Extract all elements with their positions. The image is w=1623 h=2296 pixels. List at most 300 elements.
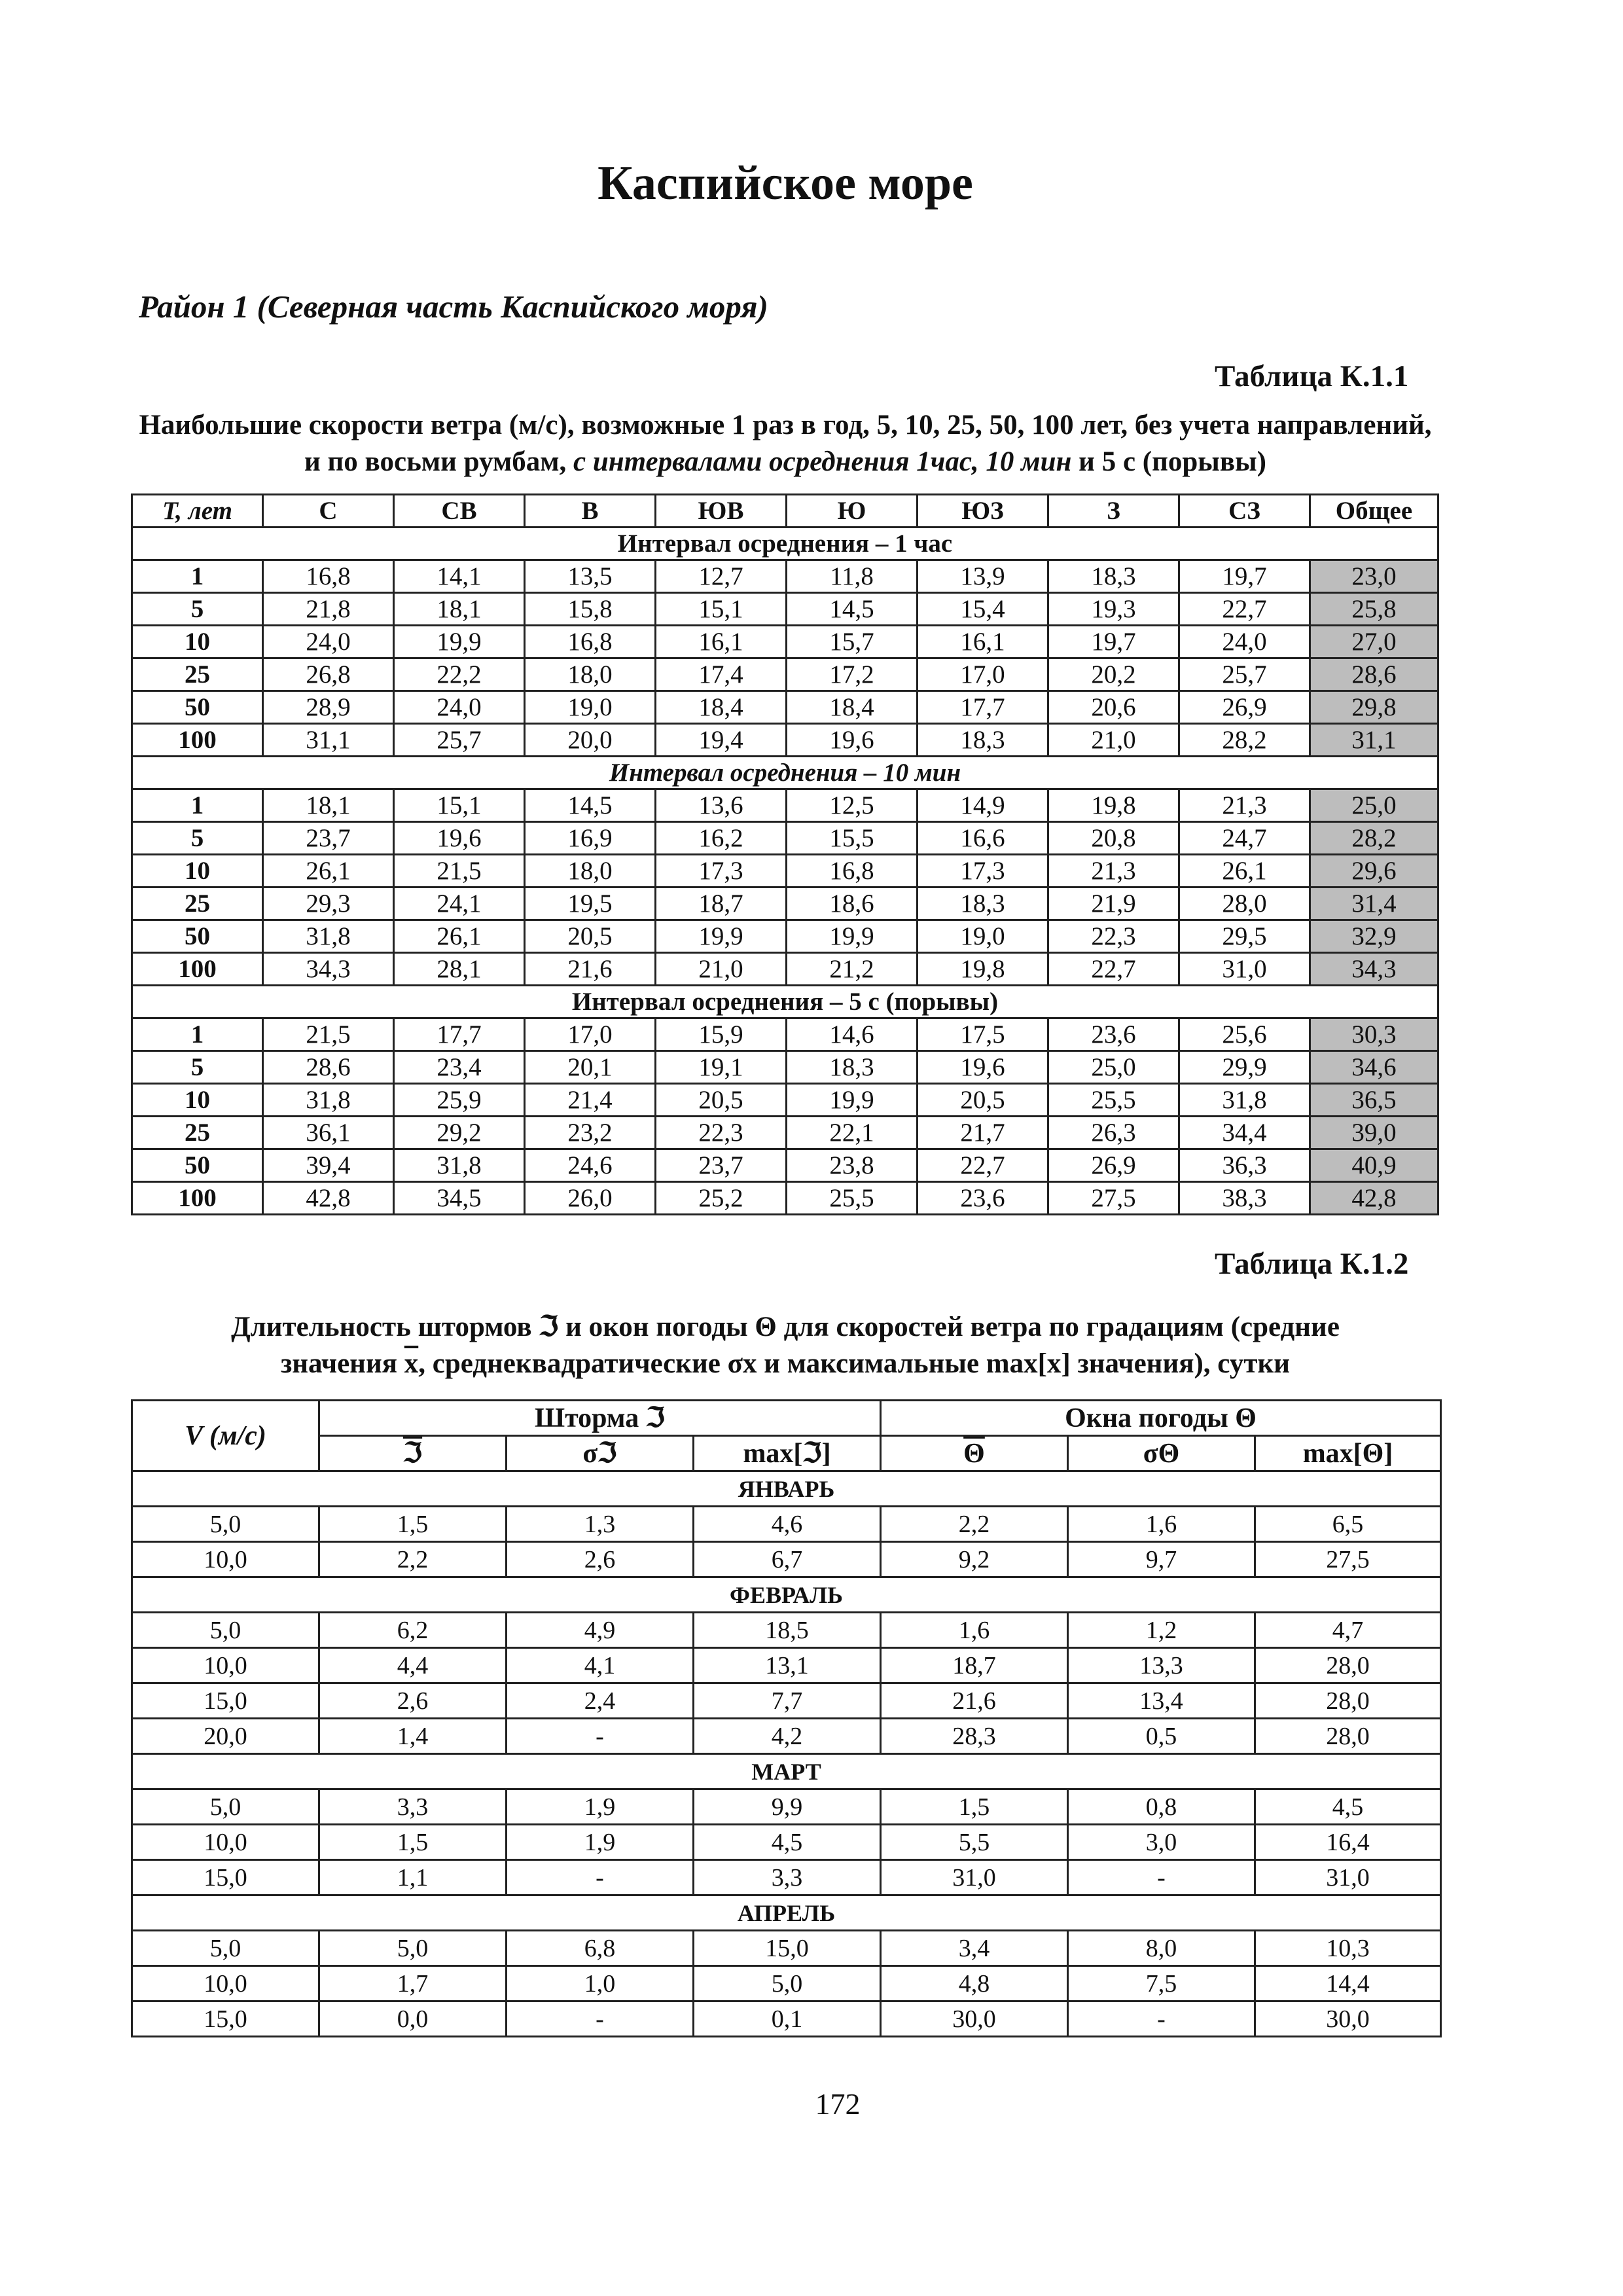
- t1-header-cell: З: [1048, 495, 1179, 528]
- t1-value-cell: 19,0: [918, 920, 1048, 953]
- t1-value-cell: 15,4: [918, 593, 1048, 626]
- t1-value-cell: 34,4: [1179, 1117, 1310, 1149]
- t1-value-cell: 29,9: [1179, 1051, 1310, 1084]
- table-row: [132, 920, 1438, 953]
- table-row: [132, 691, 1438, 724]
- t1-header-row: [132, 495, 1438, 528]
- t1-value-cell: 34,3: [1310, 953, 1438, 986]
- t1-value-cell: 28,2: [1310, 822, 1438, 855]
- t1-value-cell: 34,3: [263, 953, 394, 986]
- region-heading: Район 1 (Северная часть Каспийского моря): [139, 289, 768, 325]
- t1-value-cell: 19,1: [656, 1051, 787, 1084]
- t2-speed-cell: 10,0: [132, 1966, 319, 2001]
- t1-value-cell: 17,5: [918, 1018, 1048, 1051]
- t2-value-cell: 15,0: [694, 1931, 881, 1966]
- t2-value-cell: 1,1: [319, 1860, 507, 1895]
- t1-value-cell: 12,5: [787, 789, 918, 822]
- table-row: [132, 724, 1438, 757]
- table-row: [132, 888, 1438, 920]
- table1-caption-part1: Наибольшие скорости ветра (м/с), возможные 1 раз в год, 5, 10, 25, 50, 100 лет, без учета направлений, и по восьми румбам,: [139, 410, 1432, 477]
- t1-value-cell: 31,8: [263, 1084, 394, 1117]
- t1-value-cell: 18,3: [918, 724, 1048, 757]
- t2-value-cell: 3,4: [881, 1931, 1068, 1966]
- t1-value-cell: 20,1: [525, 1051, 656, 1084]
- t2-value-cell: -: [507, 2001, 694, 2037]
- t2-value-cell: 1,2: [1068, 1613, 1255, 1648]
- table-row: [132, 1018, 1438, 1051]
- t1-value-cell: 28,2: [1179, 724, 1310, 757]
- t1-value-cell: 42,8: [1310, 1182, 1438, 1215]
- t2-sub-header: σΘ: [1068, 1436, 1255, 1471]
- page-title: Каспийское море: [597, 156, 973, 210]
- t2-value-cell: 8,0: [1068, 1931, 1255, 1966]
- t1-value-cell: 26,0: [525, 1182, 656, 1215]
- t1-value-cell: 24,6: [525, 1149, 656, 1182]
- t1-value-cell: 21,7: [918, 1117, 1048, 1149]
- t2-value-cell: 4,5: [694, 1825, 881, 1860]
- t2-value-cell: -: [507, 1719, 694, 1754]
- t1-value-cell: 26,8: [263, 658, 394, 691]
- t1-period-cell: 10: [132, 855, 263, 888]
- t1-value-cell: 17,4: [656, 658, 787, 691]
- t1-value-cell: 22,3: [1048, 920, 1179, 953]
- t2-value-cell: 1,0: [507, 1966, 694, 2001]
- t1-value-cell: 18,4: [656, 691, 787, 724]
- t2-value-cell: 28,0: [1255, 1683, 1441, 1719]
- t1-value-cell: 15,8: [525, 593, 656, 626]
- t1-value-cell: 11,8: [787, 560, 918, 593]
- t1-period-cell: 5: [132, 1051, 263, 1084]
- t1-value-cell: 17,0: [918, 658, 1048, 691]
- t1-header-cell: СЗ: [1179, 495, 1310, 528]
- t2-speed-cell: 15,0: [132, 2001, 319, 2037]
- t1-value-cell: 22,7: [1048, 953, 1179, 986]
- table2-label: Таблица К.1.2: [1215, 1247, 1409, 1281]
- t2-month-row: [132, 1577, 1441, 1613]
- t1-value-cell: 18,0: [525, 658, 656, 691]
- table-row: [132, 1648, 1441, 1683]
- t2-sub-header: max[Θ]: [1255, 1436, 1441, 1471]
- t1-value-cell: 25,7: [394, 724, 525, 757]
- table-row: [132, 1613, 1441, 1648]
- table-row: [132, 855, 1438, 888]
- t1-value-cell: 19,3: [1048, 593, 1179, 626]
- t2-value-cell: 18,7: [881, 1648, 1068, 1683]
- t1-value-cell: 23,8: [787, 1149, 918, 1182]
- t1-value-cell: 23,7: [263, 822, 394, 855]
- t1-value-cell: 12,7: [656, 560, 787, 593]
- t1-value-cell: 31,8: [1179, 1084, 1310, 1117]
- t1-value-cell: 16,1: [918, 626, 1048, 658]
- table-row: [132, 1931, 1441, 1966]
- t2-speed-cell: 20,0: [132, 1719, 319, 1754]
- t1-value-cell: 19,9: [787, 1084, 918, 1117]
- t1-period-cell: 1: [132, 560, 263, 593]
- table2-caption-line2a: значения: [281, 1348, 404, 1379]
- t1-value-cell: 36,3: [1179, 1149, 1310, 1182]
- t2-value-cell: 1,3: [507, 1507, 694, 1542]
- t1-value-cell: 21,9: [1048, 888, 1179, 920]
- t1-value-cell: 31,1: [263, 724, 394, 757]
- t2-value-cell: 4,9: [507, 1613, 694, 1648]
- t1-value-cell: 17,7: [918, 691, 1048, 724]
- table-row: [132, 822, 1438, 855]
- t1-value-cell: 19,7: [1048, 626, 1179, 658]
- t2-sub-header: $\overline{\Theta}$: [881, 1436, 1068, 1471]
- t1-value-cell: 14,1: [394, 560, 525, 593]
- t1-value-cell: 14,5: [787, 593, 918, 626]
- t1-section-title: Интервал осреднения – 10 мин: [132, 757, 1438, 789]
- t2-value-cell: 3,3: [694, 1860, 881, 1895]
- t2-value-cell: -: [507, 1860, 694, 1895]
- t1-value-cell: 25,6: [1179, 1018, 1310, 1051]
- t1-header-cell: T, лет: [132, 495, 263, 528]
- t2-value-cell: 1,7: [319, 1966, 507, 2001]
- t1-value-cell: 19,5: [525, 888, 656, 920]
- t1-value-cell: 16,1: [656, 626, 787, 658]
- t1-period-cell: 50: [132, 1149, 263, 1182]
- table2-caption-xbar: $\overline{x}$: [404, 1348, 419, 1379]
- t2-speed-cell: 5,0: [132, 1931, 319, 1966]
- t1-value-cell: 22,7: [1179, 593, 1310, 626]
- t1-value-cell: 21,3: [1048, 855, 1179, 888]
- t2-value-cell: 31,0: [881, 1860, 1068, 1895]
- t1-value-cell: 34,6: [1310, 1051, 1438, 1084]
- table-row: [132, 1117, 1438, 1149]
- t1-value-cell: 25,0: [1048, 1051, 1179, 1084]
- t2-value-cell: 4,6: [694, 1507, 881, 1542]
- t1-period-cell: 1: [132, 1018, 263, 1051]
- t1-value-cell: 18,6: [787, 888, 918, 920]
- t1-value-cell: 22,7: [918, 1149, 1048, 1182]
- t1-period-cell: 25: [132, 888, 263, 920]
- t1-value-cell: 25,5: [787, 1182, 918, 1215]
- t1-value-cell: 30,3: [1310, 1018, 1438, 1051]
- t1-value-cell: 28,6: [263, 1051, 394, 1084]
- t2-value-cell: 9,7: [1068, 1542, 1255, 1577]
- t1-value-cell: 28,9: [263, 691, 394, 724]
- t1-section-row: [132, 757, 1438, 789]
- t1-value-cell: 16,6: [918, 822, 1048, 855]
- t1-value-cell: 25,8: [1310, 593, 1438, 626]
- t1-value-cell: 21,4: [525, 1084, 656, 1117]
- t2-value-cell: 1,6: [881, 1613, 1068, 1648]
- t1-value-cell: 31,8: [263, 920, 394, 953]
- t1-value-cell: 20,5: [656, 1084, 787, 1117]
- t2-value-cell: -: [1068, 1860, 1255, 1895]
- table1-label: Таблица К.1.1: [1215, 359, 1409, 393]
- t1-value-cell: 34,5: [394, 1182, 525, 1215]
- t1-value-cell: 24,0: [263, 626, 394, 658]
- t2-sub-header: max[ℑ]: [694, 1436, 881, 1471]
- t1-value-cell: 23,6: [918, 1182, 1048, 1215]
- t2-value-cell: 5,5: [881, 1825, 1068, 1860]
- t2-value-cell: 6,8: [507, 1931, 694, 1966]
- t1-value-cell: 18,4: [787, 691, 918, 724]
- t1-value-cell: 25,7: [1179, 658, 1310, 691]
- storm-duration-table-body: [132, 1401, 1441, 2037]
- t1-value-cell: 18,3: [918, 888, 1048, 920]
- t1-value-cell: 15,5: [787, 822, 918, 855]
- table1-caption-part3: и 5 с (порывы): [1071, 446, 1266, 477]
- table-row: [132, 1966, 1441, 2001]
- wind-speed-table: [131, 493, 1439, 1215]
- t2-value-cell: 1,9: [507, 1825, 694, 1860]
- t1-value-cell: 21,6: [525, 953, 656, 986]
- t1-period-cell: 5: [132, 593, 263, 626]
- t2-month-name: ЯНВАРЬ: [132, 1471, 1441, 1507]
- t1-value-cell: 21,0: [1048, 724, 1179, 757]
- table2-caption: [131, 1309, 1440, 1382]
- t2-value-cell: 0,1: [694, 2001, 881, 2037]
- t1-value-cell: 17,2: [787, 658, 918, 691]
- t1-value-cell: 19,6: [918, 1051, 1048, 1084]
- t2-value-cell: 2,2: [881, 1507, 1068, 1542]
- t1-period-cell: 100: [132, 724, 263, 757]
- t1-value-cell: 23,0: [1310, 560, 1438, 593]
- t2-storms-header: Шторма ℑ: [319, 1401, 881, 1436]
- t1-value-cell: 24,0: [1179, 626, 1310, 658]
- t1-value-cell: 24,1: [394, 888, 525, 920]
- t1-value-cell: 18,3: [787, 1051, 918, 1084]
- t2-value-cell: 16,4: [1255, 1825, 1441, 1860]
- t2-value-cell: 7,5: [1068, 1966, 1255, 2001]
- t1-value-cell: 19,7: [1179, 560, 1310, 593]
- t2-header-row-2: [132, 1436, 1441, 1471]
- t2-value-cell: 30,0: [881, 2001, 1068, 2037]
- t1-value-cell: 26,1: [1179, 855, 1310, 888]
- t1-value-cell: 19,4: [656, 724, 787, 757]
- t1-value-cell: 23,4: [394, 1051, 525, 1084]
- t1-value-cell: 23,7: [656, 1149, 787, 1182]
- t1-value-cell: 25,9: [394, 1084, 525, 1117]
- t1-value-cell: 27,0: [1310, 626, 1438, 658]
- t1-value-cell: 19,6: [394, 822, 525, 855]
- t1-period-cell: 50: [132, 920, 263, 953]
- t2-month-name: МАРТ: [132, 1754, 1441, 1789]
- t1-header-cell: ЮЗ: [918, 495, 1048, 528]
- t2-value-cell: 2,4: [507, 1683, 694, 1719]
- t1-value-cell: 21,2: [787, 953, 918, 986]
- t1-value-cell: 29,3: [263, 888, 394, 920]
- t1-value-cell: 21,5: [263, 1018, 394, 1051]
- table2-caption-line2: [131, 1346, 1440, 1382]
- t1-value-cell: 26,1: [394, 920, 525, 953]
- t1-period-cell: 10: [132, 626, 263, 658]
- table-row: [132, 789, 1438, 822]
- t2-value-cell: 18,5: [694, 1613, 881, 1648]
- t1-value-cell: 24,7: [1179, 822, 1310, 855]
- t2-value-cell: 3,3: [319, 1789, 507, 1825]
- t1-value-cell: 29,6: [1310, 855, 1438, 888]
- t1-value-cell: 14,5: [525, 789, 656, 822]
- t1-value-cell: 14,9: [918, 789, 1048, 822]
- t1-value-cell: 13,5: [525, 560, 656, 593]
- table-row: [132, 1149, 1438, 1182]
- table1-caption: [131, 407, 1440, 480]
- t1-value-cell: 13,6: [656, 789, 787, 822]
- t1-value-cell: 17,7: [394, 1018, 525, 1051]
- t1-value-cell: 20,6: [1048, 691, 1179, 724]
- t1-value-cell: 25,2: [656, 1182, 787, 1215]
- t2-value-cell: 4,2: [694, 1719, 881, 1754]
- t1-header-cell: С: [263, 495, 394, 528]
- t2-windows-header: Окна погоды Θ: [881, 1401, 1441, 1436]
- t1-value-cell: 42,8: [263, 1182, 394, 1215]
- t1-value-cell: 38,3: [1179, 1182, 1310, 1215]
- t1-value-cell: 39,4: [263, 1149, 394, 1182]
- t2-value-cell: 5,0: [319, 1931, 507, 1966]
- t1-value-cell: 16,8: [525, 626, 656, 658]
- t1-value-cell: 16,2: [656, 822, 787, 855]
- t2-speed-cell: 5,0: [132, 1613, 319, 1648]
- t1-value-cell: 28,6: [1310, 658, 1438, 691]
- table-row: [132, 1825, 1441, 1860]
- t1-period-cell: 10: [132, 1084, 263, 1117]
- table-row: [132, 1084, 1438, 1117]
- t2-value-cell: 9,2: [881, 1542, 1068, 1577]
- table-row: [132, 1182, 1438, 1215]
- t1-value-cell: 16,8: [263, 560, 394, 593]
- t2-value-cell: 4,7: [1255, 1613, 1441, 1648]
- t1-value-cell: 15,9: [656, 1018, 787, 1051]
- page-number: 172: [815, 2087, 861, 2121]
- t2-month-row: [132, 1895, 1441, 1931]
- t2-value-cell: 1,4: [319, 1719, 507, 1754]
- t1-value-cell: 31,4: [1310, 888, 1438, 920]
- t1-value-cell: 15,1: [394, 789, 525, 822]
- t2-value-cell: 10,3: [1255, 1931, 1441, 1966]
- t1-period-cell: 100: [132, 1182, 263, 1215]
- t2-value-cell: 4,4: [319, 1648, 507, 1683]
- t1-value-cell: 18,7: [656, 888, 787, 920]
- t2-value-cell: 28,3: [881, 1719, 1068, 1754]
- table-row: [132, 593, 1438, 626]
- t1-value-cell: 17,3: [918, 855, 1048, 888]
- t1-value-cell: 26,9: [1048, 1149, 1179, 1182]
- table-row: [132, 658, 1438, 691]
- table1-caption-part2: с интервалами осреднения 1час, 10 мин: [573, 446, 1072, 477]
- t2-speed-cell: 15,0: [132, 1860, 319, 1895]
- t1-value-cell: 23,6: [1048, 1018, 1179, 1051]
- t1-value-cell: 19,9: [656, 920, 787, 953]
- t1-value-cell: 36,1: [263, 1117, 394, 1149]
- t2-speed-cell: 15,0: [132, 1683, 319, 1719]
- t1-value-cell: 29,2: [394, 1117, 525, 1149]
- t1-value-cell: 19,0: [525, 691, 656, 724]
- t1-value-cell: 19,8: [918, 953, 1048, 986]
- t1-section-row: [132, 528, 1438, 560]
- table-row: [132, 560, 1438, 593]
- t2-sub-header: σℑ: [507, 1436, 694, 1471]
- t1-section-title: Интервал осреднения – 1 час: [132, 528, 1438, 560]
- t2-value-cell: 3,0: [1068, 1825, 1255, 1860]
- t1-value-cell: 13,9: [918, 560, 1048, 593]
- t2-speed-cell: 10,0: [132, 1648, 319, 1683]
- t1-value-cell: 25,0: [1310, 789, 1438, 822]
- table2-caption-line1: Длительность штормов ℑ и окон погоды Θ для скоростей ветра по градациям (средние: [231, 1312, 1340, 1342]
- t1-header-cell: Общее: [1310, 495, 1438, 528]
- t1-period-cell: 25: [132, 1117, 263, 1149]
- t1-value-cell: 26,3: [1048, 1117, 1179, 1149]
- t1-value-cell: 18,1: [394, 593, 525, 626]
- t1-value-cell: 26,9: [1179, 691, 1310, 724]
- t1-value-cell: 40,9: [1310, 1149, 1438, 1182]
- t2-value-cell: 28,0: [1255, 1648, 1441, 1683]
- t1-value-cell: 15,7: [787, 626, 918, 658]
- t1-value-cell: 17,3: [656, 855, 787, 888]
- t1-value-cell: 27,5: [1048, 1182, 1179, 1215]
- t2-value-cell: 21,6: [881, 1683, 1068, 1719]
- t1-value-cell: 18,3: [1048, 560, 1179, 593]
- t2-value-cell: 2,6: [319, 1683, 507, 1719]
- t1-header-cell: Ю: [787, 495, 918, 528]
- t2-speed-cell: 10,0: [132, 1825, 319, 1860]
- table-row: [132, 953, 1438, 986]
- t2-value-cell: 0,8: [1068, 1789, 1255, 1825]
- t1-period-cell: 50: [132, 691, 263, 724]
- t2-speed-cell: 5,0: [132, 1507, 319, 1542]
- t2-value-cell: 2,2: [319, 1542, 507, 1577]
- t2-value-cell: 1,5: [319, 1825, 507, 1860]
- t1-section-row: [132, 986, 1438, 1018]
- t2-month-row: [132, 1754, 1441, 1789]
- t2-value-cell: 0,5: [1068, 1719, 1255, 1754]
- t1-value-cell: 16,9: [525, 822, 656, 855]
- t2-value-cell: 4,5: [1255, 1789, 1441, 1825]
- t2-month-name: ФЕВРАЛЬ: [132, 1577, 1441, 1613]
- t1-value-cell: 17,0: [525, 1018, 656, 1051]
- table-row: [132, 1542, 1441, 1577]
- t1-value-cell: 36,5: [1310, 1084, 1438, 1117]
- table-row: [132, 1507, 1441, 1542]
- t1-value-cell: 25,5: [1048, 1084, 1179, 1117]
- t1-value-cell: 19,6: [787, 724, 918, 757]
- t2-value-cell: 31,0: [1255, 1860, 1441, 1895]
- t2-value-cell: 27,5: [1255, 1542, 1441, 1577]
- t1-period-cell: 100: [132, 953, 263, 986]
- t1-value-cell: 22,3: [656, 1117, 787, 1149]
- t2-header-row-1: [132, 1401, 1441, 1436]
- t1-value-cell: 19,9: [394, 626, 525, 658]
- table-row: [132, 1683, 1441, 1719]
- t2-value-cell: 4,8: [881, 1966, 1068, 2001]
- t2-value-cell: 9,9: [694, 1789, 881, 1825]
- table-row: [132, 1051, 1438, 1084]
- t2-value-cell: 1,5: [319, 1507, 507, 1542]
- t1-value-cell: 18,0: [525, 855, 656, 888]
- t1-period-cell: 1: [132, 789, 263, 822]
- t2-speed-cell: 10,0: [132, 1542, 319, 1577]
- t2-value-cell: 13,1: [694, 1648, 881, 1683]
- t1-value-cell: 22,1: [787, 1117, 918, 1149]
- t2-value-cell: 4,1: [507, 1648, 694, 1683]
- table2-caption-line2b: , среднеквадратические σx и максимальные max[x] значения), сутки: [418, 1348, 1290, 1379]
- t1-value-cell: 31,1: [1310, 724, 1438, 757]
- t1-value-cell: 15,1: [656, 593, 787, 626]
- t1-value-cell: 24,0: [394, 691, 525, 724]
- t2-sub-header: ℑ: [319, 1436, 507, 1471]
- t2-value-cell: 30,0: [1255, 2001, 1441, 2037]
- t1-value-cell: 19,8: [1048, 789, 1179, 822]
- t1-value-cell: 29,5: [1179, 920, 1310, 953]
- t2-value-cell: 6,2: [319, 1613, 507, 1648]
- t2-month-name: АПРЕЛЬ: [132, 1895, 1441, 1931]
- t2-value-cell: 1,6: [1068, 1507, 1255, 1542]
- t1-value-cell: 16,8: [787, 855, 918, 888]
- t2-v-header: V (м/с): [132, 1401, 319, 1471]
- t1-value-cell: 28,1: [394, 953, 525, 986]
